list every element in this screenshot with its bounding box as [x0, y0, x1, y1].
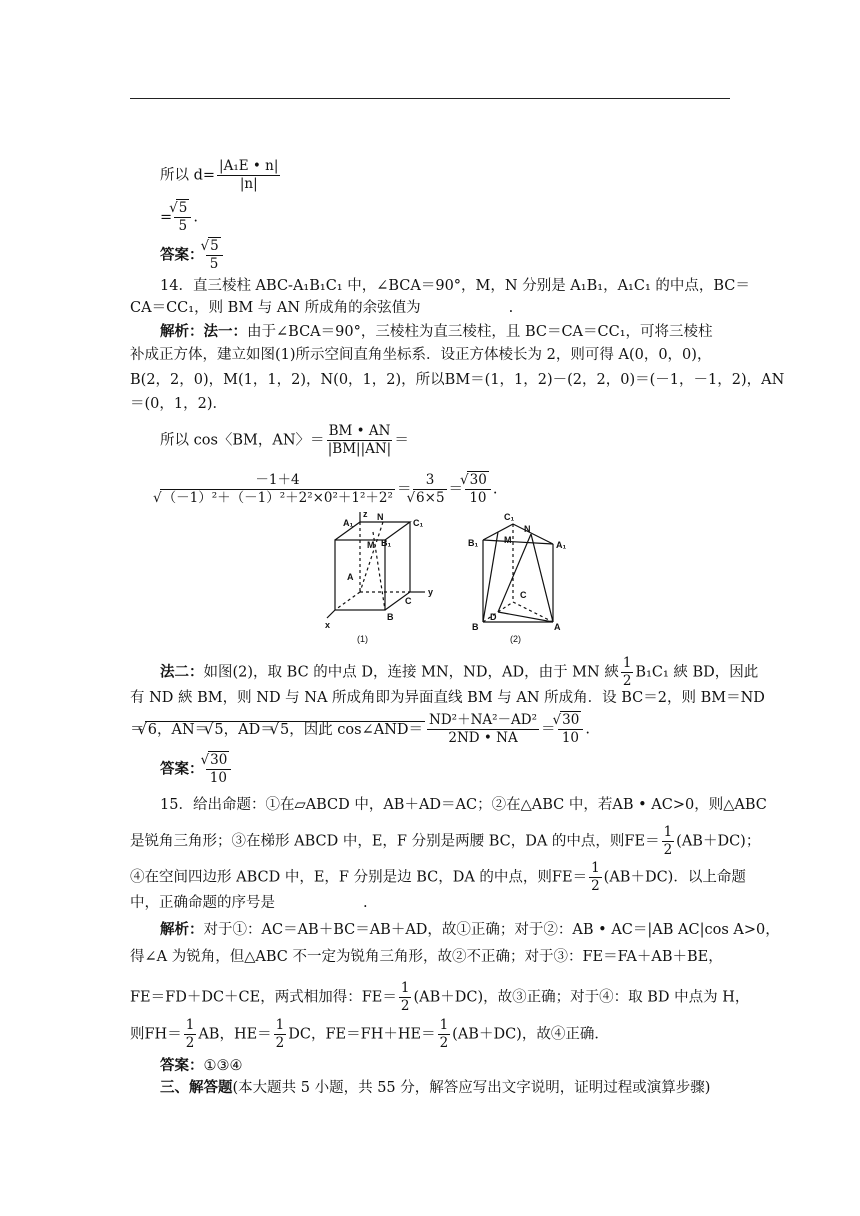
- label-N: N: [377, 512, 384, 522]
- label-x: x: [325, 620, 331, 630]
- prev-distance-value: = √ $\frac{5}{5}$ .: [160, 200, 760, 235]
- label-z: z: [363, 510, 368, 519]
- label-A1: A₁: [343, 518, 354, 528]
- q14-solution-line3: B(2，2，0)，M(1，1，2)，N(0，1，2)，所以BM＝(1，1，2)－(2，2，0)＝(－1，－1，2)，AN: [130, 372, 785, 388]
- label-A: A: [347, 572, 354, 582]
- label-M: M: [367, 540, 375, 550]
- header-rule: [130, 98, 730, 99]
- q15-line4: 中，正确命题的序号是 .: [130, 895, 368, 911]
- q15-solution-3: FE＝FD＋DC＋CE，两式相加得：FE＝ $\frac{1}{2}$ (AB＋DC)，故③正确；对于④：取 BD 中点为 H，: [130, 980, 750, 1014]
- q14-method2-line2: 有 ND 綊 BM，则 ND 与 NA 所成角即为异面直线 BM 与 AN 所成角．设 BC＝2，则 BM＝ND: [130, 690, 765, 706]
- cube-front-face: [335, 540, 385, 610]
- distance-fraction: $\frac{\text{|A₁E • n|}}{|n|}$: [219, 158, 279, 192]
- q14-solution-line2: 补成正方体，建立如图(1)所示空间直角坐标系．设正方体棱长为 2，则可得 A(0，0，0)，: [130, 347, 712, 363]
- label-C1: C₁: [413, 518, 424, 528]
- q15-answer: 答案：①③④: [160, 1058, 243, 1074]
- label-B1: B₁: [381, 538, 392, 548]
- q15-line1: 15．给出命题：①在▱ABCD 中，AB＋AD＝AC；②在△ABC 中，若AB • AC>0，则△ABC: [160, 797, 767, 813]
- q14-stem-line2: CA＝CC₁，则 BM 与 AN 所成角的余弦值为 .: [130, 300, 514, 316]
- figure-prism: [468, 510, 588, 650]
- q15-solution-2: 得∠A 为锐角，但△ABC 不一定为锐角三角形，故②不正确；对于③：FE＝FA＋AB＋BE，: [130, 949, 723, 965]
- label-N: N: [524, 524, 531, 534]
- fig2-caption: (2): [510, 634, 521, 644]
- label-C: C: [405, 596, 412, 606]
- label-A: A: [554, 622, 561, 632]
- q14-answer: 答案： √ $\frac{30}{10}$: [160, 752, 760, 787]
- q15-line3: ④在空间四边形 ABCD 中，E，F 分别是边 BC，DA 的中点，则FE＝ $\frac{1}{2}$ (AB＋DC)．以上命题: [130, 860, 746, 894]
- label-B: B: [472, 622, 479, 632]
- q14-solution-line1: 解析：法一：由于∠BCA＝90°，三棱柱为直三棱柱，且 BC＝CA＝CC₁，可将三棱柱: [160, 324, 713, 340]
- label-B: B: [387, 612, 394, 622]
- section-3-heading: 三、解答题(本大题共 5 小题，共 55 分，解答应写出文字说明，证明过程或演算步骤): [160, 1080, 711, 1096]
- label-D: D: [490, 612, 497, 622]
- q15-solution-1: 解析：对于①：AC＝AB＋BC＝AB＋AD，故①正确；对于②：AB • AC＝|AB AC|cos A>0，: [160, 922, 780, 938]
- q15-solution-4: 则FH＝ $\frac{1}{2}$ AB，HE＝ $\frac{1}{2}$ DC，FE＝FH＋HE＝ $\frac{1}{2}$ (AB＋DC)，故④正确．: [130, 1017, 609, 1051]
- label-C1: C₁: [504, 512, 515, 522]
- q14-cos-expansion: －1＋4 √ （－1）²＋（－1）²＋2²×0²＋1²＋2² ＝ 3 √ 6×5 ＝ √ $\frac{30}{10}$ .: [158, 472, 758, 507]
- q14-method2-line1: 法二：如图(2)，取 BC 的中点 D，连接 MN，ND，AD，由于 MN 綊 $\frac{1}{2}$ B₁C₁ 綊 BD，因此: [160, 655, 759, 689]
- prev-distance-formula: 所以 d= $\frac{\text{|A₁E • n|}}{|n|}$: [160, 158, 279, 192]
- fig1-caption: (1): [357, 634, 368, 644]
- label-y: y: [428, 587, 434, 597]
- prev-answer: 答案： √ $\frac{5}{5}$: [160, 238, 760, 273]
- label-C: C: [520, 590, 527, 600]
- figure-cube: [325, 510, 445, 650]
- q14-solution-line4: ＝(0，1，2)．: [130, 396, 227, 412]
- q14-cos-formula: 所以 cos〈BM，AN〉＝ $\frac{BM • AN}{|BM||AN|}$ ＝: [160, 423, 409, 457]
- prism-top: [483, 524, 553, 544]
- label-A1: A₁: [556, 540, 567, 550]
- q14-stem-line1: 14．直三棱柱 ABC-A₁B₁C₁ 中，∠BCA＝90°，M，N 分别是 A₁B₁，A₁C₁ 的中点，BC＝: [160, 278, 750, 294]
- label-B1: B₁: [468, 538, 479, 548]
- label-M: M: [504, 535, 512, 545]
- q15-line2: 是锐角三角形；③在梯形 ABCD 中，E，F 分别是两腰 BC，DA 的中点，则FE＝ $\frac{1}{2}$ (AB＋DC)；: [130, 824, 761, 858]
- q14-method2-line3: ＝√ 6，AN＝√ 5，AD＝√ 5，因此 cos∠AND＝ $\frac{\text{ND²＋NA²－AD²}}{2ND • NA}$ ＝ √ $\frac{30}{10}$ .: [130, 712, 730, 747]
